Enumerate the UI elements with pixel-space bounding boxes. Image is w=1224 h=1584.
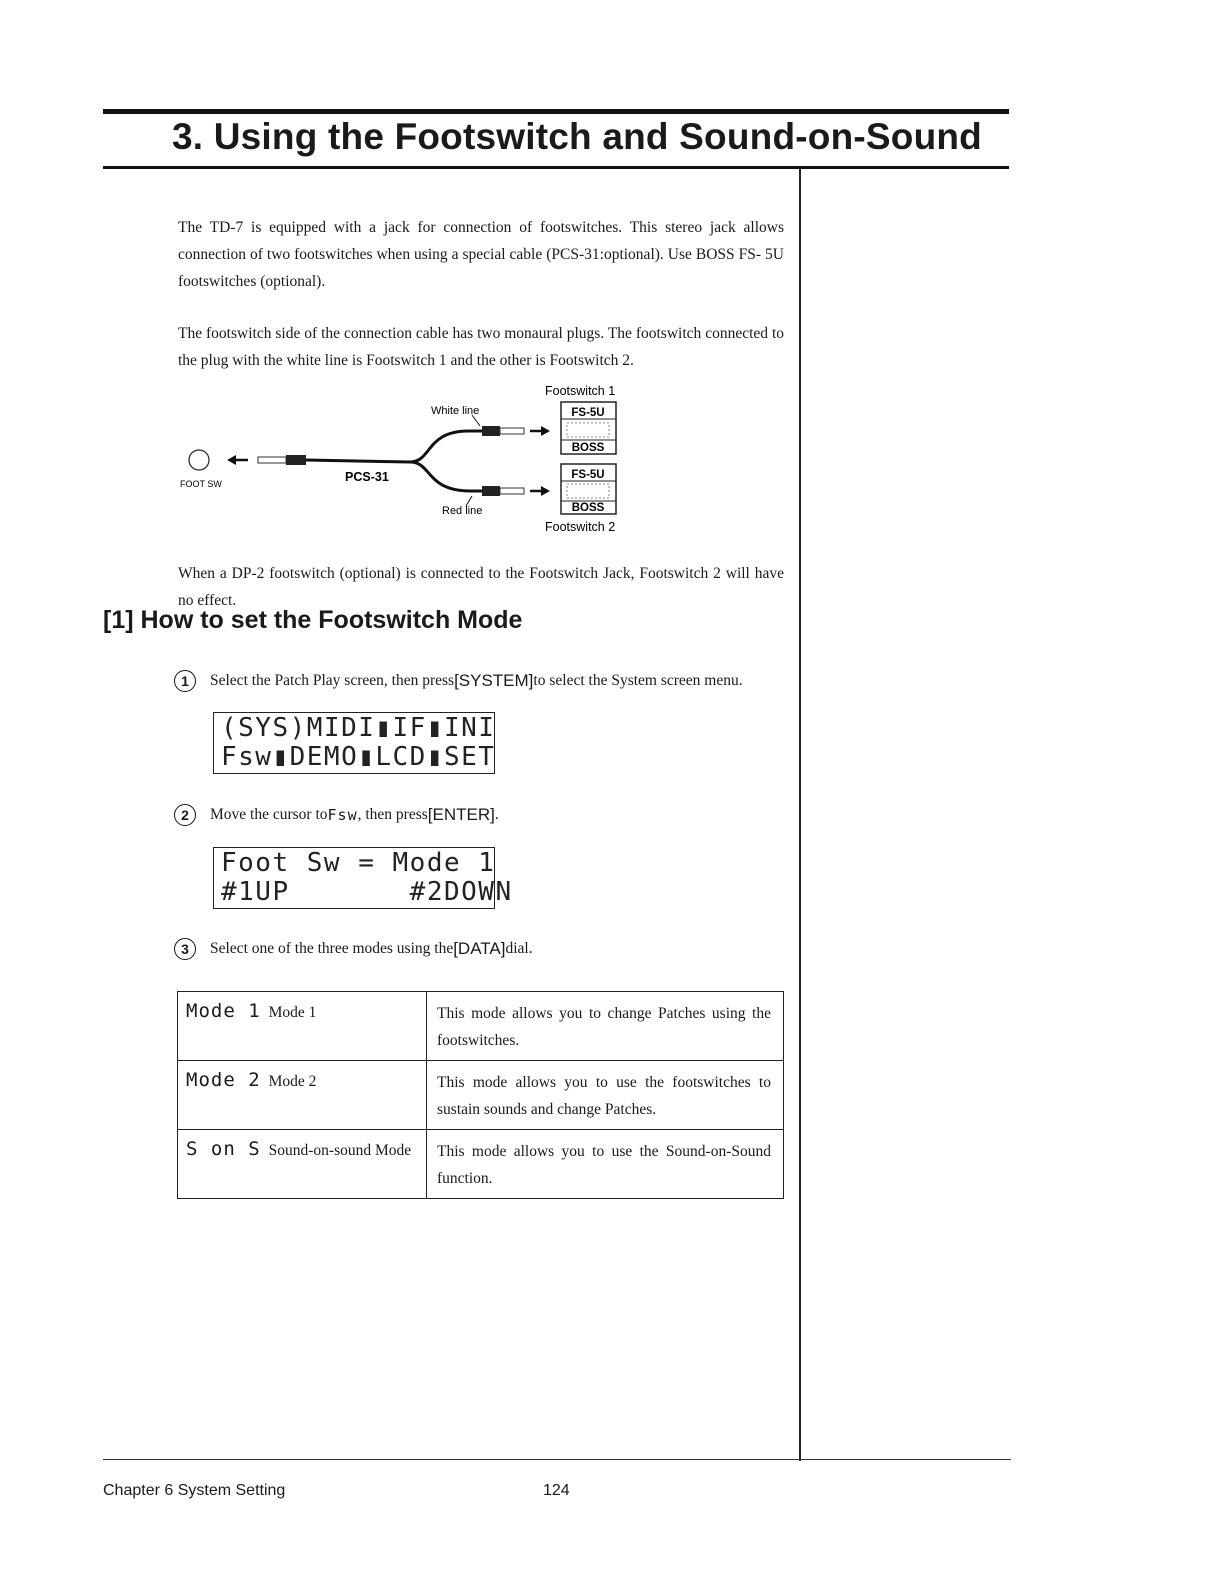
foot-sw-jack-icon: [189, 450, 209, 470]
page-number: 124: [543, 1482, 570, 1499]
foot-sw-jack-label: FOOT SW: [180, 479, 222, 489]
step-3-text-post: dial.: [505, 940, 533, 957]
footswitch-connection-diagram: [170, 378, 640, 538]
step-1-number: 1: [174, 670, 196, 692]
mode-description: This mode allows you to use the Sound-on-Sound function.: [427, 1130, 784, 1199]
table-row: [178, 1061, 784, 1130]
step-3-text-pre: Select one of the three modes using the: [210, 940, 454, 957]
pedal-2-model: FS-5U: [571, 469, 605, 481]
red-line-label: Red line: [442, 505, 483, 517]
mode-lcd: Mode 1: [186, 1000, 261, 1022]
step-1: [174, 670, 743, 692]
step-2-text-mid: , then press: [357, 806, 428, 823]
pedal-2-brand: BOSS: [571, 502, 605, 514]
mode-cell: [178, 1061, 427, 1130]
system-key: [SYSTEM]: [454, 671, 534, 690]
mode-lcd: S on S: [186, 1138, 261, 1160]
lcd-1-line-1: (SYS)MIDI▮IF▮INI: [221, 713, 496, 743]
mode-lcd: Mode 2: [186, 1069, 261, 1091]
step-3-number: 3: [174, 938, 196, 960]
section-heading: [1] How to set the Footswitch Mode: [103, 606, 523, 634]
footswitch-1-label: Footswitch 1: [545, 384, 616, 398]
enter-key: [ENTER]: [427, 805, 495, 824]
mode-description: This mode allows you to change Patches using the footswitches.: [427, 992, 784, 1061]
pedal-1-brand: BOSS: [571, 442, 605, 454]
mode-name: Mode 2: [268, 1073, 317, 1090]
mode-description: This mode allows you to use the footswitches to sustain sounds and change Patches.: [427, 1061, 784, 1130]
margin-rule: [799, 169, 801, 1461]
lcd-foot-sw-mode: [213, 847, 513, 909]
lcd-2-line-2: #1UP #2DOWN: [221, 877, 513, 907]
lcd-system-menu: [213, 712, 495, 774]
mode-name: Sound-on-sound Mode: [268, 1142, 412, 1159]
footer-rule: [103, 1459, 1011, 1460]
top-rule: [103, 109, 1009, 114]
footswitch-2-label: Footswitch 2: [545, 520, 616, 534]
footswitch-2-pedal-icon: [561, 464, 616, 514]
mode-name: Mode 1: [268, 1004, 317, 1021]
white-line-label: White line: [431, 405, 480, 417]
step-2-text-pre: Move the cursor to: [210, 806, 328, 823]
pedal-1-model: FS-5U: [571, 407, 605, 419]
step-2-text-post: .: [494, 806, 499, 823]
step-2-number: 2: [174, 804, 196, 826]
page-title: 3. Using the Footswitch and Sound-on-Sound: [172, 116, 982, 157]
intro-paragraph-2: The footswitch side of the connection cable has two monaural plugs. The footswitch connected to the plug with the white line is Footswitch 1 and the other is Footswitch 2.: [178, 325, 784, 369]
dp2-note: When a DP-2 footswitch (optional) is connected to the Footswitch Jack, Footswitch 2 will have no effect.: [178, 565, 784, 609]
mode-cell: [178, 992, 427, 1061]
footer-chapter: Chapter 6 System Setting: [103, 1482, 286, 1499]
table-row: [178, 992, 784, 1061]
step-1-text-pre: Select the Patch Play screen, then press: [210, 672, 455, 689]
step-1-text-post: to select the System screen menu.: [533, 672, 743, 689]
lcd-1-line-2: Fsw▮DEMO▮LCD▮SET: [221, 742, 496, 772]
step-2-lcd-text: Fsw: [327, 806, 358, 824]
table-row: [178, 1130, 784, 1199]
data-key: [DATA]: [453, 939, 506, 958]
footswitch-1-pedal-icon: [561, 402, 616, 454]
step-3: [174, 938, 533, 960]
mode-table: [177, 991, 784, 1199]
title-underline: [103, 166, 1009, 169]
intro-paragraph-1: The TD-7 is equipped with a jack for connection of footswitches. This stereo jack allows connection of two footswitches when using a special cable (PCS-31:optional). Use BOSS FS- 5U footswitches (optional).: [178, 219, 784, 290]
cable-label: PCS-31: [345, 470, 389, 484]
mode-cell: [178, 1130, 427, 1199]
lcd-2-line-1: Foot Sw = Mode 1: [221, 848, 496, 878]
step-2: [174, 804, 499, 826]
